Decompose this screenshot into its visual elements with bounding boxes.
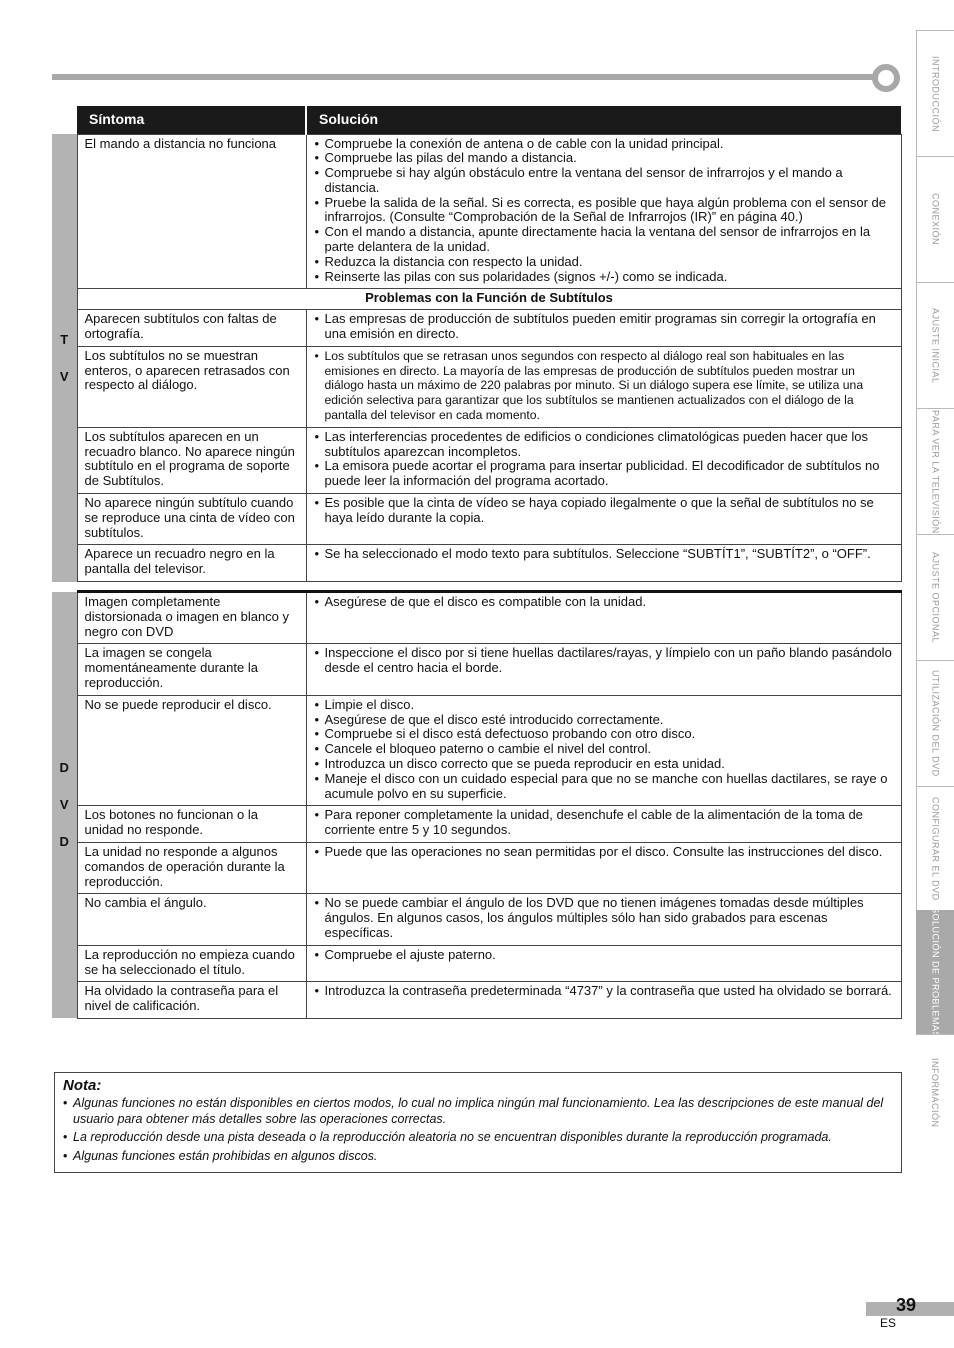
side-tab-ajuste-opcional[interactable]: AJUSTE OPCIONAL — [916, 534, 954, 660]
note-title: Nota: — [63, 1077, 102, 1094]
solution-cell — [306, 592, 901, 644]
table-row — [52, 592, 901, 644]
symptom-cell: Ha olvidado la contraseña para el nivel de calificación. — [77, 982, 306, 1019]
note-item: • Algunas funciones están prohibidas en algunos discos. — [63, 1148, 893, 1164]
solution-item: • Se ha seleccionado el modo texto para subtítulos. Seleccione “SUBTÍT1”, “SUBTÍT2”, o “OFF”. — [315, 547, 893, 562]
solution-item: • Asegúrese de que el disco esté introducido correctamente. — [315, 713, 893, 728]
side-tab-conexion[interactable]: CONEXIÓN — [916, 156, 954, 282]
solution-item: • Asegúrese de que el disco es compatible con la unidad. — [315, 595, 893, 610]
solution-item: • Las interferencias procedentes de edificios o condiciones climatológicas pueden hacer que los subtítulos aparezcan incompletos. — [315, 430, 893, 460]
solution-cell — [306, 545, 901, 582]
symptom-cell: Aparecen subtítulos con faltas de ortografía. — [77, 310, 306, 347]
solution-item: • Pruebe la salida de la señal. Si es correcta, es posible que haya algún problema con el sensor de infrarrojos. (Consulte “Comprobación de la Señal de Infrarrojos (IR)” en página 40.) — [315, 196, 893, 226]
subtitle-heading-row — [52, 289, 901, 310]
solution-item: • Con el mando a distancia, apunte directamente hacia la ventana del sensor de infrarrojos en la parte delantera de la unidad. — [315, 225, 893, 255]
table-row — [52, 842, 901, 893]
solution-cell — [306, 310, 901, 347]
table-row — [52, 545, 901, 582]
solution-item: • Introduzca la contraseña predeterminada “4737” y la contraseña que usted ha olvidado se borrará. — [315, 984, 893, 999]
section-label-dvd: D V D — [52, 592, 77, 1019]
symptom-cell: Imagen completamente distorsionada o imagen en blanco y negro con DVD — [77, 592, 306, 644]
subtitle-problems-heading: Problemas con la Función de Subtítulos — [77, 289, 901, 310]
solution-item: • Cancele el bloqueo paterno o cambie el nivel del control. — [315, 742, 893, 757]
column-header-symptom: Síntoma — [77, 106, 306, 134]
page-number: 39 — [896, 1295, 917, 1315]
symptom-cell: El mando a distancia no funciona — [77, 134, 306, 289]
solution-item: • Reduzca la distancia con respecto la unidad. — [315, 255, 893, 270]
table-row — [52, 310, 901, 347]
solution-cell — [306, 982, 901, 1019]
header-rule — [52, 74, 882, 80]
column-header-solution: Solución — [306, 106, 901, 134]
symptom-cell: La unidad no responde a algunos comandos de operación durante la reproducción. — [77, 842, 306, 893]
solution-item: • Limpie el disco. — [315, 698, 893, 713]
symptom-cell: Los subtítulos no se muestran enteros, o aparecen retrasados con respecto al diálogo. — [77, 346, 306, 427]
side-tab-utilizacion-del-dvd[interactable]: UTILIZACIÓN DEL DVD — [916, 660, 954, 786]
side-tab-configurar-el-dvd[interactable]: CONFIGURAR EL DVD — [916, 786, 954, 910]
note-box — [54, 1072, 902, 1173]
side-tab-solucion-de-problemas[interactable]: SOLUCIÓN DE PROBLEMAS — [916, 910, 954, 1034]
solution-item: • Las empresas de producción de subtítulos pueden emitir programas sin corregir la ortografía en una emisión en directo. — [315, 312, 893, 342]
symptom-cell: No aparece ningún subtítulo cuando se reproduce una cinta de vídeo con subtítulos. — [77, 494, 306, 545]
symptom-cell: Los subtítulos aparecen en un recuadro blanco. No aparece ningún subtítulo en el programa de soporte de Subtítulos. — [77, 427, 306, 493]
solution-item: • Compruebe el ajuste paterno. — [315, 948, 893, 963]
solution-item: • Para reponer completamente la unidad, desenchufe el cable de la alimentación de la toma de corriente entre 5 y 10 segundos. — [315, 808, 893, 838]
symptom-cell: La imagen se congela momentáneamente durante la reproducción. — [77, 644, 306, 695]
solution-item: • Es posible que la cinta de vídeo se haya copiado ilegalmente o que la señal de subtítulos no se haya leído durante la copia. — [315, 496, 893, 526]
solution-cell — [306, 945, 901, 982]
note-item: • La reproducción desde una pista deseada o la reproducción aleatoria no se encuentran disponibles durante la reproducción programada. — [63, 1129, 893, 1145]
table-row — [52, 945, 901, 982]
section-label-tv: T V — [52, 134, 77, 582]
solution-item: • Compruebe si hay algún obstáculo entre la ventana del sensor de infrarrojos y el mando a distancia. — [315, 166, 893, 196]
solution-cell — [306, 806, 901, 843]
solution-cell — [306, 644, 901, 695]
solution-cell — [306, 346, 901, 427]
note-item: • Algunas funciones no están disponibles en ciertos modos, lo cual no implica ningún mal funcionamiento. Lea las descripciones de este manual del usuario para obtener más detalles sobre las operaciones correctas. — [63, 1095, 893, 1127]
table-row — [52, 644, 901, 695]
side-tab-informacion[interactable]: INFORMACIÓN — [916, 1034, 954, 1150]
side-tabs — [916, 30, 954, 1150]
table-row — [52, 806, 901, 843]
solution-cell — [306, 695, 901, 806]
solution-item: • No se puede cambiar el ángulo de los DVD que no tienen imágenes tomadas desde múltiples ángulos. En algunos casos, los ángulos múltiples sólo han sido grabados para escenas específicas. — [315, 896, 893, 940]
solution-item: • Compruebe la conexión de antena o de cable con la unidad principal. — [315, 137, 893, 152]
side-tab-ajuste-inicial[interactable]: AJUSTE INICIAL — [916, 282, 954, 408]
solution-item: • Introduzca un disco correcto que se pueda reproducir en esta unidad. — [315, 757, 893, 772]
table-row — [52, 346, 901, 427]
symptom-cell: No se puede reproducir el disco. — [77, 695, 306, 806]
solution-item: • Puede que las operaciones no sean permitidas por el disco. Consulte las instrucciones del disco. — [315, 845, 893, 860]
symptom-cell: Aparece un recuadro negro en la pantalla del televisor. — [77, 545, 306, 582]
solution-cell — [306, 134, 901, 289]
table-row — [52, 134, 901, 289]
language-code: ES — [880, 1316, 897, 1330]
solution-cell — [306, 894, 901, 945]
symptom-cell: No cambia el ángulo. — [77, 894, 306, 945]
solution-item: • Compruebe si el disco está defectuoso probando con otro disco. — [315, 727, 893, 742]
symptom-cell: La reproducción no empieza cuando se ha seleccionado el título. — [77, 945, 306, 982]
solution-item: • Inspeccione el disco por si tiene huellas dactilares/rayas, y límpielo con un paño blando pasándolo desde el centro hacia el borde. — [315, 646, 893, 676]
solution-item: • Maneje el disco con un cuidado especial para que no se manche con huellas dactilares, se raye o acumule polvo en su superficie. — [315, 772, 893, 802]
table-row — [52, 494, 901, 545]
solution-cell — [306, 427, 901, 493]
header-circle-ornament — [872, 64, 900, 92]
solution-cell — [306, 842, 901, 893]
troubleshooting-table — [52, 106, 902, 1019]
symptom-cell: Los botones no funcionan o la unidad no responde. — [77, 806, 306, 843]
table-row — [52, 982, 901, 1019]
table-row — [52, 427, 901, 493]
solution-item: • Compruebe las pilas del mando a distancia. — [315, 151, 893, 166]
side-tab-para-ver-la-television[interactable]: PARA VER LA TELEVISIÓN — [916, 408, 954, 534]
table-row — [52, 894, 901, 945]
solution-item: • Reinserte las pilas con sus polaridades (signos +/-) como se indicada. — [315, 270, 893, 285]
solution-cell — [306, 494, 901, 545]
solution-item: • La emisora puede acortar el programa para insertar publicidad. El decodificador de subtítulos no puede leer la información del programa acortado. — [315, 459, 893, 489]
solution-item: • Los subtítulos que se retrasan unos segundos con respecto al diálogo real son habituales en las emisiones en directo. La mayoría de las empresas de producción de subtítulos pueden mostrar un diálogo hasta un máximo de 220 palabras por minuto. Si un diálogo supera ese límite, se utiliza una edición selectiva para garantizar que los subtítulos se mantienen actualizados con el diálogo de la pantalla del televisor en cada momento. — [315, 349, 893, 423]
side-tab-introduccion[interactable]: INTRODUCCIÓN — [916, 30, 954, 156]
table-header-row — [52, 106, 901, 134]
table-row — [52, 695, 901, 806]
